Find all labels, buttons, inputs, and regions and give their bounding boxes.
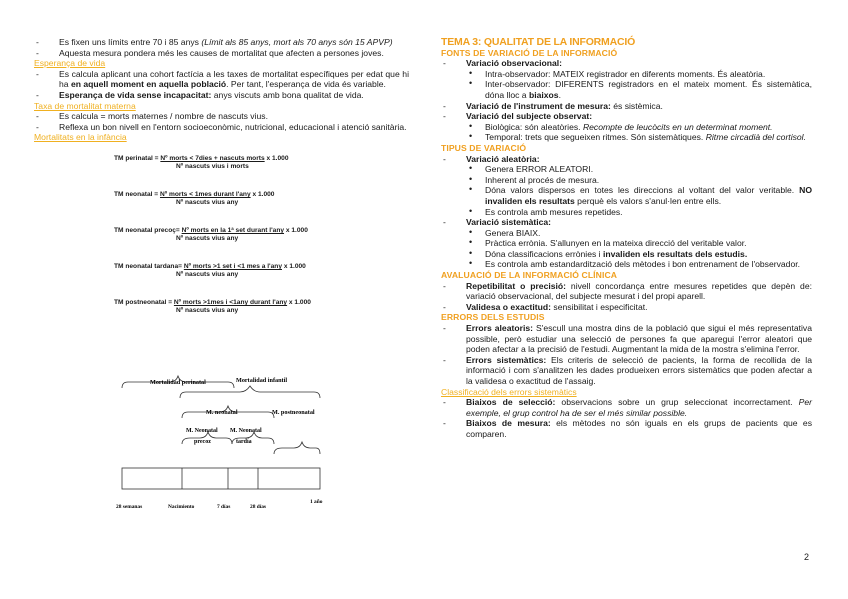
axis-label: 28 semanas: [116, 504, 143, 510]
heading-mortalitats-infancia: Mortalitats en la infància: [34, 132, 127, 143]
formula-tm-postneonatal: TM postneonatal = Nº morts >1mes i <1any durant l'any x 1.000 Nº nascuts vius any: [114, 298, 311, 314]
list-item: - Esperança de vida sense incapacitat: anys viscuts amb bona qualitat de vida.: [36, 89, 364, 100]
heading-classificacio-errors: Classificació dels errors sistemàtics: [441, 386, 577, 397]
list-item: - Errors aleatoris: S'escull una mostra dins de la població que sigui el més representativa possible, però estudiar una selecció de persones fa que aparegui l'error aleatori que poden afectar a la precisió de l'estudi. Augmentant la mida de la mostra s'elimina l'error.: [443, 323, 812, 355]
formula-tm-neonatal: TM neonatal = Nº morts < 1mes durant l'any x 1.000 Nº nascuts vius any: [114, 190, 275, 206]
page-title: TEMA 3: QUALITAT DE LA INFORMACIÓ: [441, 36, 636, 48]
sub-list-item: • Dóna valors dispersos en totes les direccions al voltant del valor veritable. NO invaliden els resultats perquè els valors s'anul·len entre ells.: [469, 184, 812, 206]
list-item: - Variació observacional:: [443, 58, 563, 69]
list-item: - Validesa o exactitud: sensibilitat i especificitat.: [443, 301, 648, 312]
brace-postneonatal: [274, 442, 320, 454]
sub-list-item: • Pràctica errònia. S'allunyen en la mateixa direcció del veritable valor.: [469, 237, 747, 249]
list-item: - Es calcula = morts maternes / nombre de nascuts vius.: [36, 111, 268, 122]
heading-fonts-variacio: FONTS DE VARIACIÓ DE LA INFORMACIÓ: [441, 47, 618, 58]
heading-tipus-variacio: TIPUS DE VARIACIÓ: [441, 142, 527, 153]
sub-list-item: • Intra-observador: MATEIX registrador en diferents moments. És aleatòria.: [469, 67, 766, 79]
right-column: [441, 37, 812, 440]
label-m-neonatal: M. neonatal: [206, 409, 238, 416]
left-column: [34, 37, 409, 335]
list-item: - Variació sistemàtica:: [443, 217, 552, 228]
list-item: - Es calcula aplicant una cohort factícia a les taxes de mortalitat específiques per edat que hi ha en aquell moment en aquella població. Per tant, l'esperança de vida és variable.: [36, 68, 409, 90]
axis-label: 7 días: [217, 504, 231, 510]
sub-list-item: • Genera BIAIX.: [469, 226, 541, 238]
formula-tm-neonatal-tardana: TM neonatal tardana= Nº morts >1 set i <1 mes a l'any x 1.000 Nº nascuts vius any: [114, 262, 306, 278]
list-item: - Aquesta mesura pondera més les causes de mortalitat que afecten a persones joves.: [36, 47, 384, 58]
sub-list-item: • Biològica: són aleatòries. Recompte de leucòcits en un determinat moment.: [469, 120, 773, 132]
brace-infantil: [180, 386, 320, 398]
axis-label: Nacimiento: [168, 504, 195, 510]
list-item: - Errors sistemàtics: Els criteris de selecció de pacients, la forma de recollida de la informació i com s'analitzen les dades produeixen errors sistemàtics que poden afectar a la validesa o exactitud de l'assaig.: [443, 354, 812, 386]
list-item: - Biaixos de selecció: observacions sobre un grup seleccionat incorrectament. Per exemple, el grup control ha de ser el més similar possible.: [443, 397, 812, 418]
sub-list-item: • Dóna classificacions errònies i invaliden els resultats dels estudis.: [469, 247, 748, 259]
label-m-neonatal-precoz: M. Neonatal precoz: [186, 428, 218, 445]
sub-list-item: • Genera ERROR ALEATORI.: [469, 163, 594, 175]
list-item: - Variació aleatòria:: [443, 153, 540, 164]
list-item: - Biaixos de mesura: els mètodes no són iguals en els grups de pacients que es comparen.: [443, 418, 812, 439]
list-item: - Reflexa un bon nivell en l'entorn socioeconòmic, nutricional, educacional i atenció sanitària.: [36, 121, 407, 132]
mortality-timeline-diagram: [110, 368, 340, 516]
sub-list-item: • Inherent al procés de mesura.: [469, 173, 600, 185]
sub-list-item: • Es controla amb mesures repetides.: [469, 205, 623, 217]
formula-tm-neonatal-precoc: TM neonatal precoç= Nº morts en la 1ª set durant l'any x 1.000 Nº nascuts vius any: [114, 226, 308, 242]
list-item: - Variació de l'instrument de mesura: és sistèmica.: [443, 100, 663, 111]
sub-list-item: • Inter-observador: DIFERENTS registradors en el mateix moment. És sistemàtica, dóna lloc a biaixos.: [469, 78, 812, 100]
formulas-block: [114, 155, 409, 315]
timeline-box: [122, 468, 320, 489]
axis-label: 1 año: [310, 499, 323, 505]
formula-tm-perinatal: TM perinatal = Nº morts < 7dies + nascuts morts x 1.000 Nº nascuts vius i morts: [114, 154, 289, 170]
heading-avaluacio-informacio: AVALUACIÓ DE LA INFORMACIÓ CLÍNICA: [441, 270, 618, 281]
sub-list-item: • Es controla amb estandardització dels mètodes i bon entrenament de l'observador.: [469, 258, 801, 270]
axis-label: 28 días: [250, 504, 267, 510]
heading-esperanca-de-vida: Esperança de vida: [34, 58, 106, 69]
list-item: - Repetibilitat o precisió: nivell concordança entre mesures repetides que depèn de: variació observacional, del subjecte mesurat i del propi aparell.: [443, 280, 812, 302]
sub-list-item: • Temporal: trets que segueixen ritmes. Són sistemàtiques. Ritme circadià del cortisol.: [469, 131, 806, 143]
list-item: - Variació del subjecte observat:: [443, 111, 593, 122]
page-number: 2: [804, 552, 810, 562]
list-item: - Es fixen uns límits entre 70 i 85 anys (Límit als 85 anys, mort als 70 anys són 15 APVP): [36, 37, 393, 47]
label-mortalidad-perinatal: Mortalidad perinatal: [150, 379, 206, 386]
label-m-neonatal-tardia: M. Neonatal tardía: [230, 428, 262, 445]
heading-taxa-mortalitat-materna: Taxa de mortalitat materna: [34, 100, 136, 111]
heading-errors-estudis: ERRORS DELS ESTUDIS: [441, 312, 545, 323]
label-m-postneonatal: M. postneonatal: [272, 409, 315, 416]
label-mortalidad-infantil: Mortalidad infantil: [236, 377, 288, 384]
